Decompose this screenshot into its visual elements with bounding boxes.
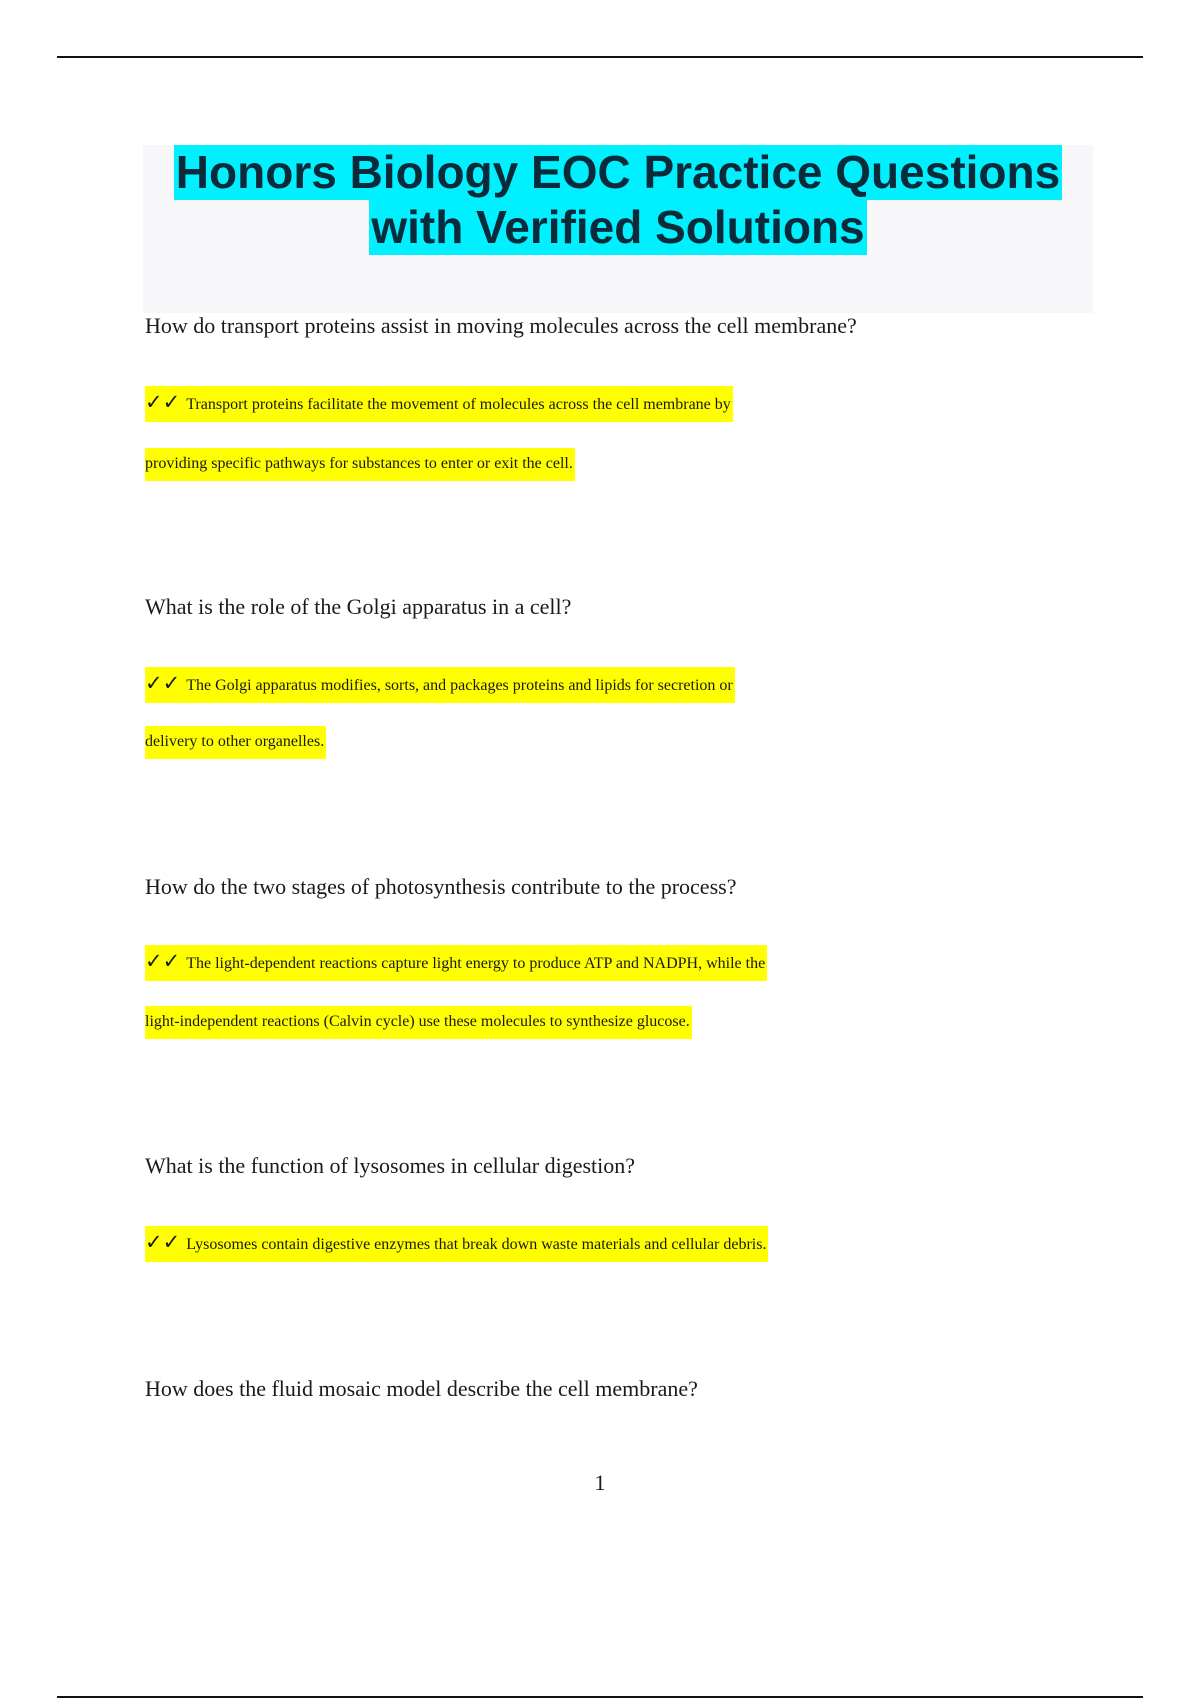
- answer-3-line-1: ✓✓ The light-dependent reactions capture light energy to produce ATP and NADPH, while the: [145, 945, 767, 981]
- answer-3-line-2: light-independent reactions (Calvin cycle) use these molecules to synthesize glucose.: [145, 1006, 692, 1039]
- answer-1-line-1: ✓✓ Transport proteins facilitate the movement of molecules across the cell membrane by: [145, 386, 733, 422]
- answer-2-line-1: ✓✓ The Golgi apparatus modifies, sorts, and packages proteins and lipids for secretion or: [145, 667, 735, 703]
- question-5: How does the fluid mosaic model describe the cell membrane?: [145, 1376, 698, 1401]
- page-number: 1: [594, 1470, 606, 1495]
- question-2: What is the role of the Golgi apparatus in a cell?: [145, 594, 572, 619]
- top-rule: [57, 56, 1143, 58]
- answer-1-line-2: providing specific pathways for substances to enter or exit the cell.: [145, 448, 575, 481]
- check-icon: ✓✓: [145, 1230, 181, 1254]
- question-3: How do the two stages of photosynthesis contribute to the process?: [145, 874, 737, 899]
- question-1: How do transport proteins assist in moving molecules across the cell membrane?: [145, 313, 857, 338]
- check-icon: ✓✓: [145, 390, 181, 414]
- answer-4-line-1: ✓✓ Lysosomes contain digestive enzymes that break down waste materials and cellular debris.: [145, 1226, 768, 1262]
- question-4: What is the function of lysosomes in cellular digestion?: [145, 1153, 636, 1178]
- title-line-2: with Verified Solutions: [371, 201, 865, 253]
- check-icon: ✓✓: [145, 949, 181, 973]
- title-block: [143, 145, 1093, 313]
- bottom-rule: [57, 1696, 1143, 1698]
- check-icon: ✓✓: [145, 671, 181, 695]
- title-line-1: Honors Biology EOC Practice Questions: [175, 146, 1061, 198]
- answer-2-line-2: delivery to other organelles.: [145, 726, 326, 759]
